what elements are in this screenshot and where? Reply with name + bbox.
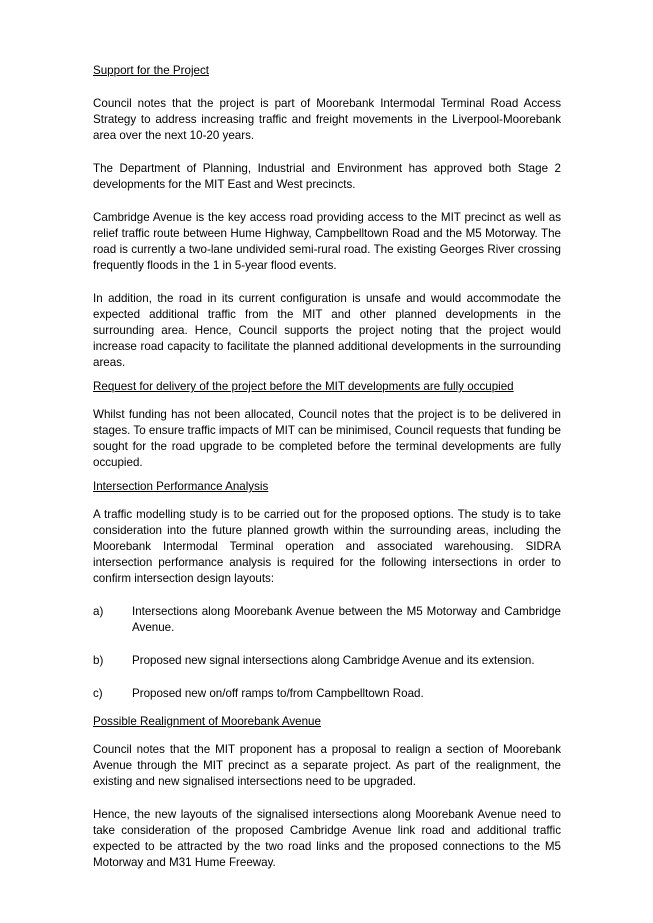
paragraph: The Department of Planning, Industrial and Environment has approved both Stage 2 developments for the MIT East and West precincts. bbox=[93, 162, 561, 191]
paragraph: Cambridge Avenue is the key access road providing access to the MIT precinct as well as relief traffic route between Hume Highway, Campbelltown Road and the M5 Motorway. The road is currently a two-lane undivided semi-rural road. The existing Georges River crossing frequently floods in the 1 in 5-year flood events. bbox=[93, 211, 561, 272]
paragraph: Council notes that the project is part of Moorebank Intermodal Terminal Road Access Strategy to address increasing traffic and freight movements in the Liverpool-Moorebank area over the next 10-20 years. bbox=[93, 97, 561, 142]
document-body bbox=[93, 63, 561, 888]
list-item-text: Proposed new signal intersections along Cambridge Avenue and its extension. bbox=[132, 654, 535, 667]
paragraph: A traffic modelling study is to be carried out for the proposed options. The study is to take consideration into the future planned growth within the surrounding areas, including the Moorebank Intermodal Terminal operation and associated warehousing. SIDRA intersection performance analysis is required for the following intersections in order to confirm intersection design layouts: bbox=[93, 508, 561, 585]
section-heading-intersection-analysis: Intersection Performance Analysis bbox=[93, 480, 269, 493]
list-item bbox=[93, 604, 561, 636]
list-item bbox=[93, 686, 561, 702]
list-item-label: c) bbox=[93, 687, 103, 700]
list-item-text: Proposed new on/off ramps to/from Campbelltown Road. bbox=[132, 687, 424, 700]
paragraph: In addition, the road in its current configuration is unsafe and would accommodate the expected additional traffic from the MIT and other planned developments in the surrounding area. Hence, Council supports the project noting that the project would increase road capacity to facilitate the planned additional developments in the surrounding areas. bbox=[93, 292, 561, 369]
list-item-label: b) bbox=[93, 654, 104, 667]
section-heading-realignment: Possible Realignment of Moorebank Avenue bbox=[93, 715, 321, 728]
paragraph: Council notes that the MIT proponent has a proposal to realign a section of Moorebank Avenue through the MIT precinct as a separate project. As part of the realignment, the existing and new signalised intersections need to be upgraded. bbox=[93, 743, 561, 788]
paragraph: Hence, the new layouts of the signalised intersections along Moorebank Avenue need to take consideration of the proposed Cambridge Avenue link road and additional traffic expected to be attracted by the two road links and the proposed connections to the M5 Motorway and M31 Hume Freeway. bbox=[93, 808, 561, 869]
paragraph: Whilst funding has not been allocated, Council notes that the project is to be delivered in stages. To ensure traffic impacts of MIT can be minimised, Council requests that funding be sought for the road upgrade to be completed before the terminal developments are fully occupied. bbox=[93, 408, 561, 469]
list-item bbox=[93, 653, 561, 669]
list-item-text: Intersections along Moorebank Avenue between the M5 Motorway and Cambridge Avenue. bbox=[132, 605, 561, 634]
section-heading-support: Support for the Project bbox=[93, 64, 209, 77]
list-item-label: a) bbox=[93, 605, 104, 618]
section-heading-delivery-request: Request for delivery of the project before the MIT developments are fully occupied bbox=[93, 380, 514, 393]
